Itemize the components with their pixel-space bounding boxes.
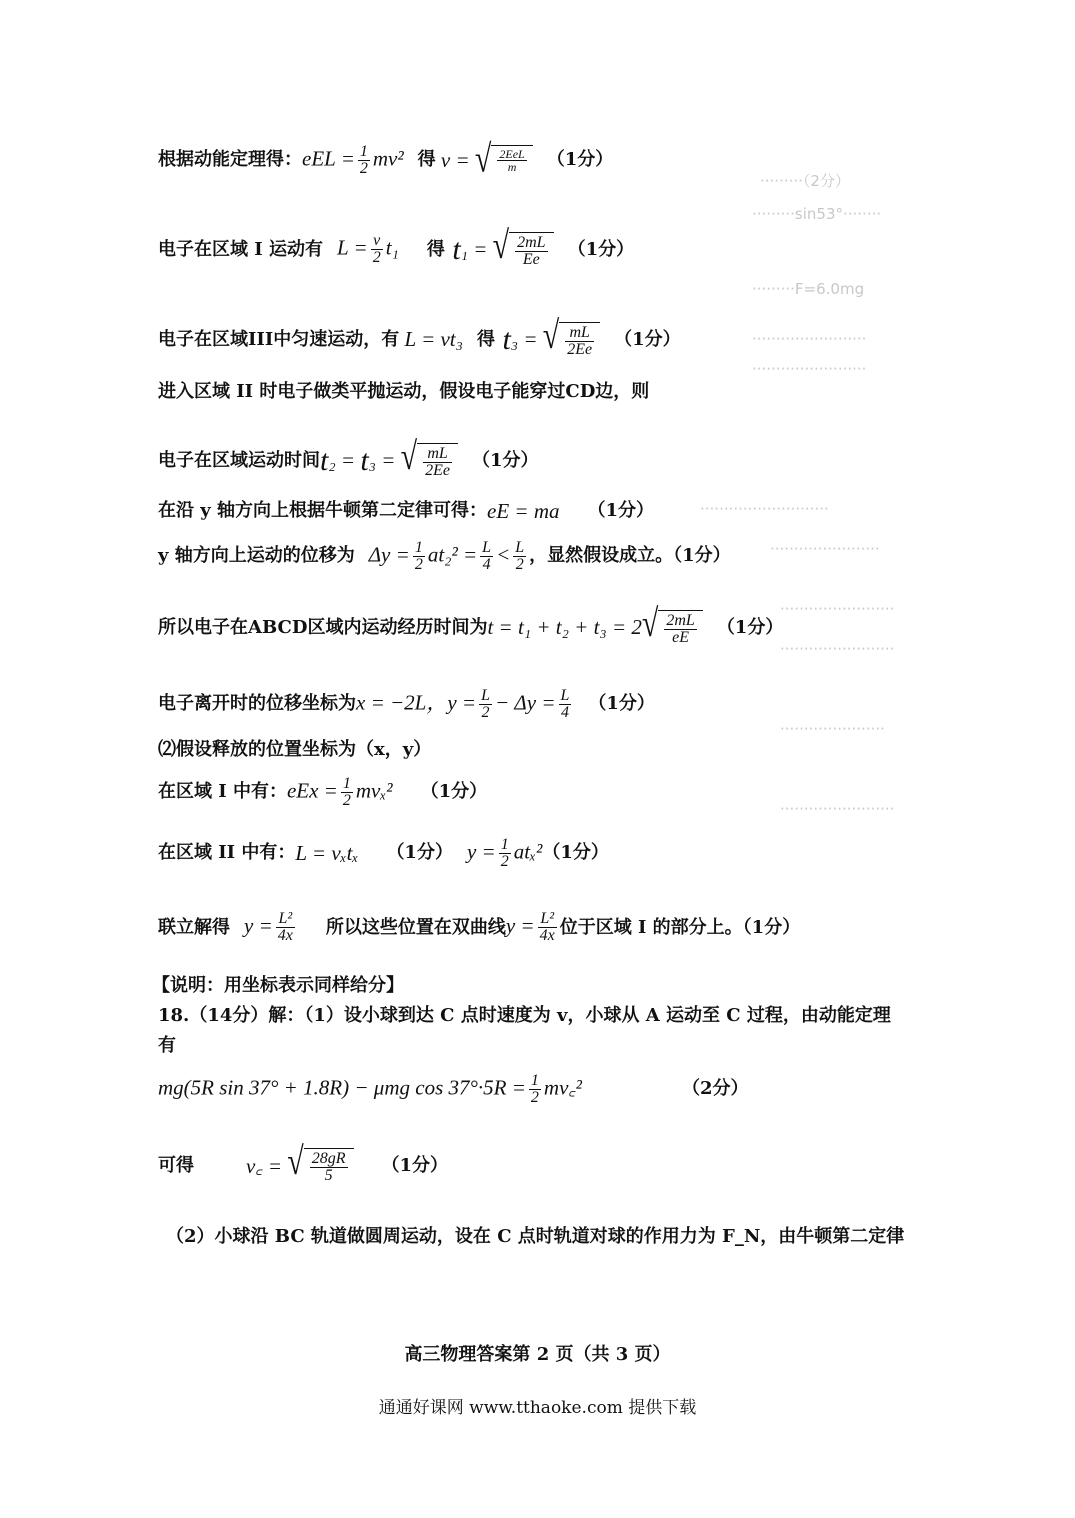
download-credit: 通通好课网 www.tthaoke.com 提供下载	[378, 1398, 697, 1418]
bleed-through: ·······················	[770, 540, 880, 558]
line-newton-second-law: 在沿 y 轴方向上根据牛顿第二定律可得： eE = ma （1分）	[158, 498, 655, 523]
line-q18-intro-cont: 有	[158, 1035, 176, 1056]
bleed-through: ·········sin53°········	[752, 205, 882, 223]
line-total-time: 所以电子在ABCD区域内运动经历时间为 t = t₁ + t₂ + t₃ = 2 √ $\frac{2mL}{eE}$ （1分）	[158, 601, 784, 646]
line-q18-part2: （2）小球沿 BC 轨道做圆周运动，设在 C 点时轨道对球的作用力为 F_N，由牛顿第二定律	[166, 1226, 905, 1247]
bleed-through: ···························	[700, 500, 829, 518]
line-kinetic-energy-theorem: 根据动能定理得： eEL = $\frac{1}{2}$ mv² 得 v = √ $\frac{\text{2EeL}}{m}$ （1分）	[158, 137, 614, 181]
page-footer: 高三物理答案第 2 页（共 3 页）	[404, 1344, 671, 1365]
line-y-displacement: y 轴方向上运动的位移为 Δy = $\frac{1}{2}$ at₂² = $\frac{L}{4}$ < $\frac{L}{2}$ ，显然假设成立。（1分）	[158, 538, 731, 573]
bleed-through: ······················	[780, 720, 885, 738]
bleed-through: ························	[780, 640, 895, 658]
line-q18-velocity: 可得 v꜀ = √ $\frac{28gR}{5}$ （1分）	[158, 1140, 449, 1184]
bleed-through: ·········F=6.0mg	[752, 280, 865, 298]
bleed-through: ·········（2分）	[760, 172, 850, 190]
bleed-through: ························	[780, 600, 895, 618]
line-region-time: 电子在区域运动时间 t ₂ = t ₃ = √ $\frac{mL}{2Ee}$ （1分）	[158, 434, 539, 479]
line-q18-intro: 18.（14分）解：（1）设小球到达 C 点时速度为 v，小球从 A 运动至 C 过程，由动能定理	[158, 1005, 891, 1026]
line-region-1-energy: 在区域 I 中有： eEx = $\frac{1}{2}$ mvₓ² （1分）	[158, 774, 488, 809]
bleed-through: ························	[752, 360, 867, 378]
bleed-through: ························	[752, 330, 867, 348]
line-region-2-kinematics: 在区域 II 中有： L = vₓtₓ （1分） y = $\frac{1}{2}$ atₓ² （1分）	[158, 835, 609, 870]
line-exit-coordinate: 电子离开时的位移坐标为 x = −2L，y = $\frac{L}{2}$ − Δy = $\frac{L}{4}$ （1分）	[158, 686, 655, 721]
line-assume-release: ⑵假设释放的位置坐标为（x，y）	[158, 739, 432, 760]
eq-kinetic-energy: eEL = $\frac{1}{2}$ mv²	[302, 142, 404, 177]
bleed-through: ························	[780, 800, 895, 818]
line-region-2-assumption: 进入区域 II 时电子做类平抛运动，假设电子能穿过CD边，则	[158, 381, 650, 402]
line-region-3: 电子在区域III中匀速运动，有 L = vt₃ 得 t ₃ = √ $\frac{mL}{2Ee}$ （1分）	[158, 313, 681, 358]
line-note: 【说明：用坐标表示同样给分】	[152, 975, 404, 996]
line-region-1: 电子在区域 I 运动有 L = $\frac{v}{2}$ t₁ 得 t ₁ = √ $\frac{2mL}{Ee}$ （1分）	[158, 223, 635, 268]
line-hyperbola-result: 联立解得 y = $\frac{\text{L²}}{4x}$ 所以这些位置在双曲线 y = $\frac{\text{L²}}{4x}$ 位于区域 I 的部分上。（1分）	[158, 910, 801, 944]
line-q18-energy-eq: mg(5R sin 37° + 1.8R) − μmg cos 37°·5R = $\frac{1}{2}$ mv꜀² （2分）	[158, 1071, 749, 1106]
